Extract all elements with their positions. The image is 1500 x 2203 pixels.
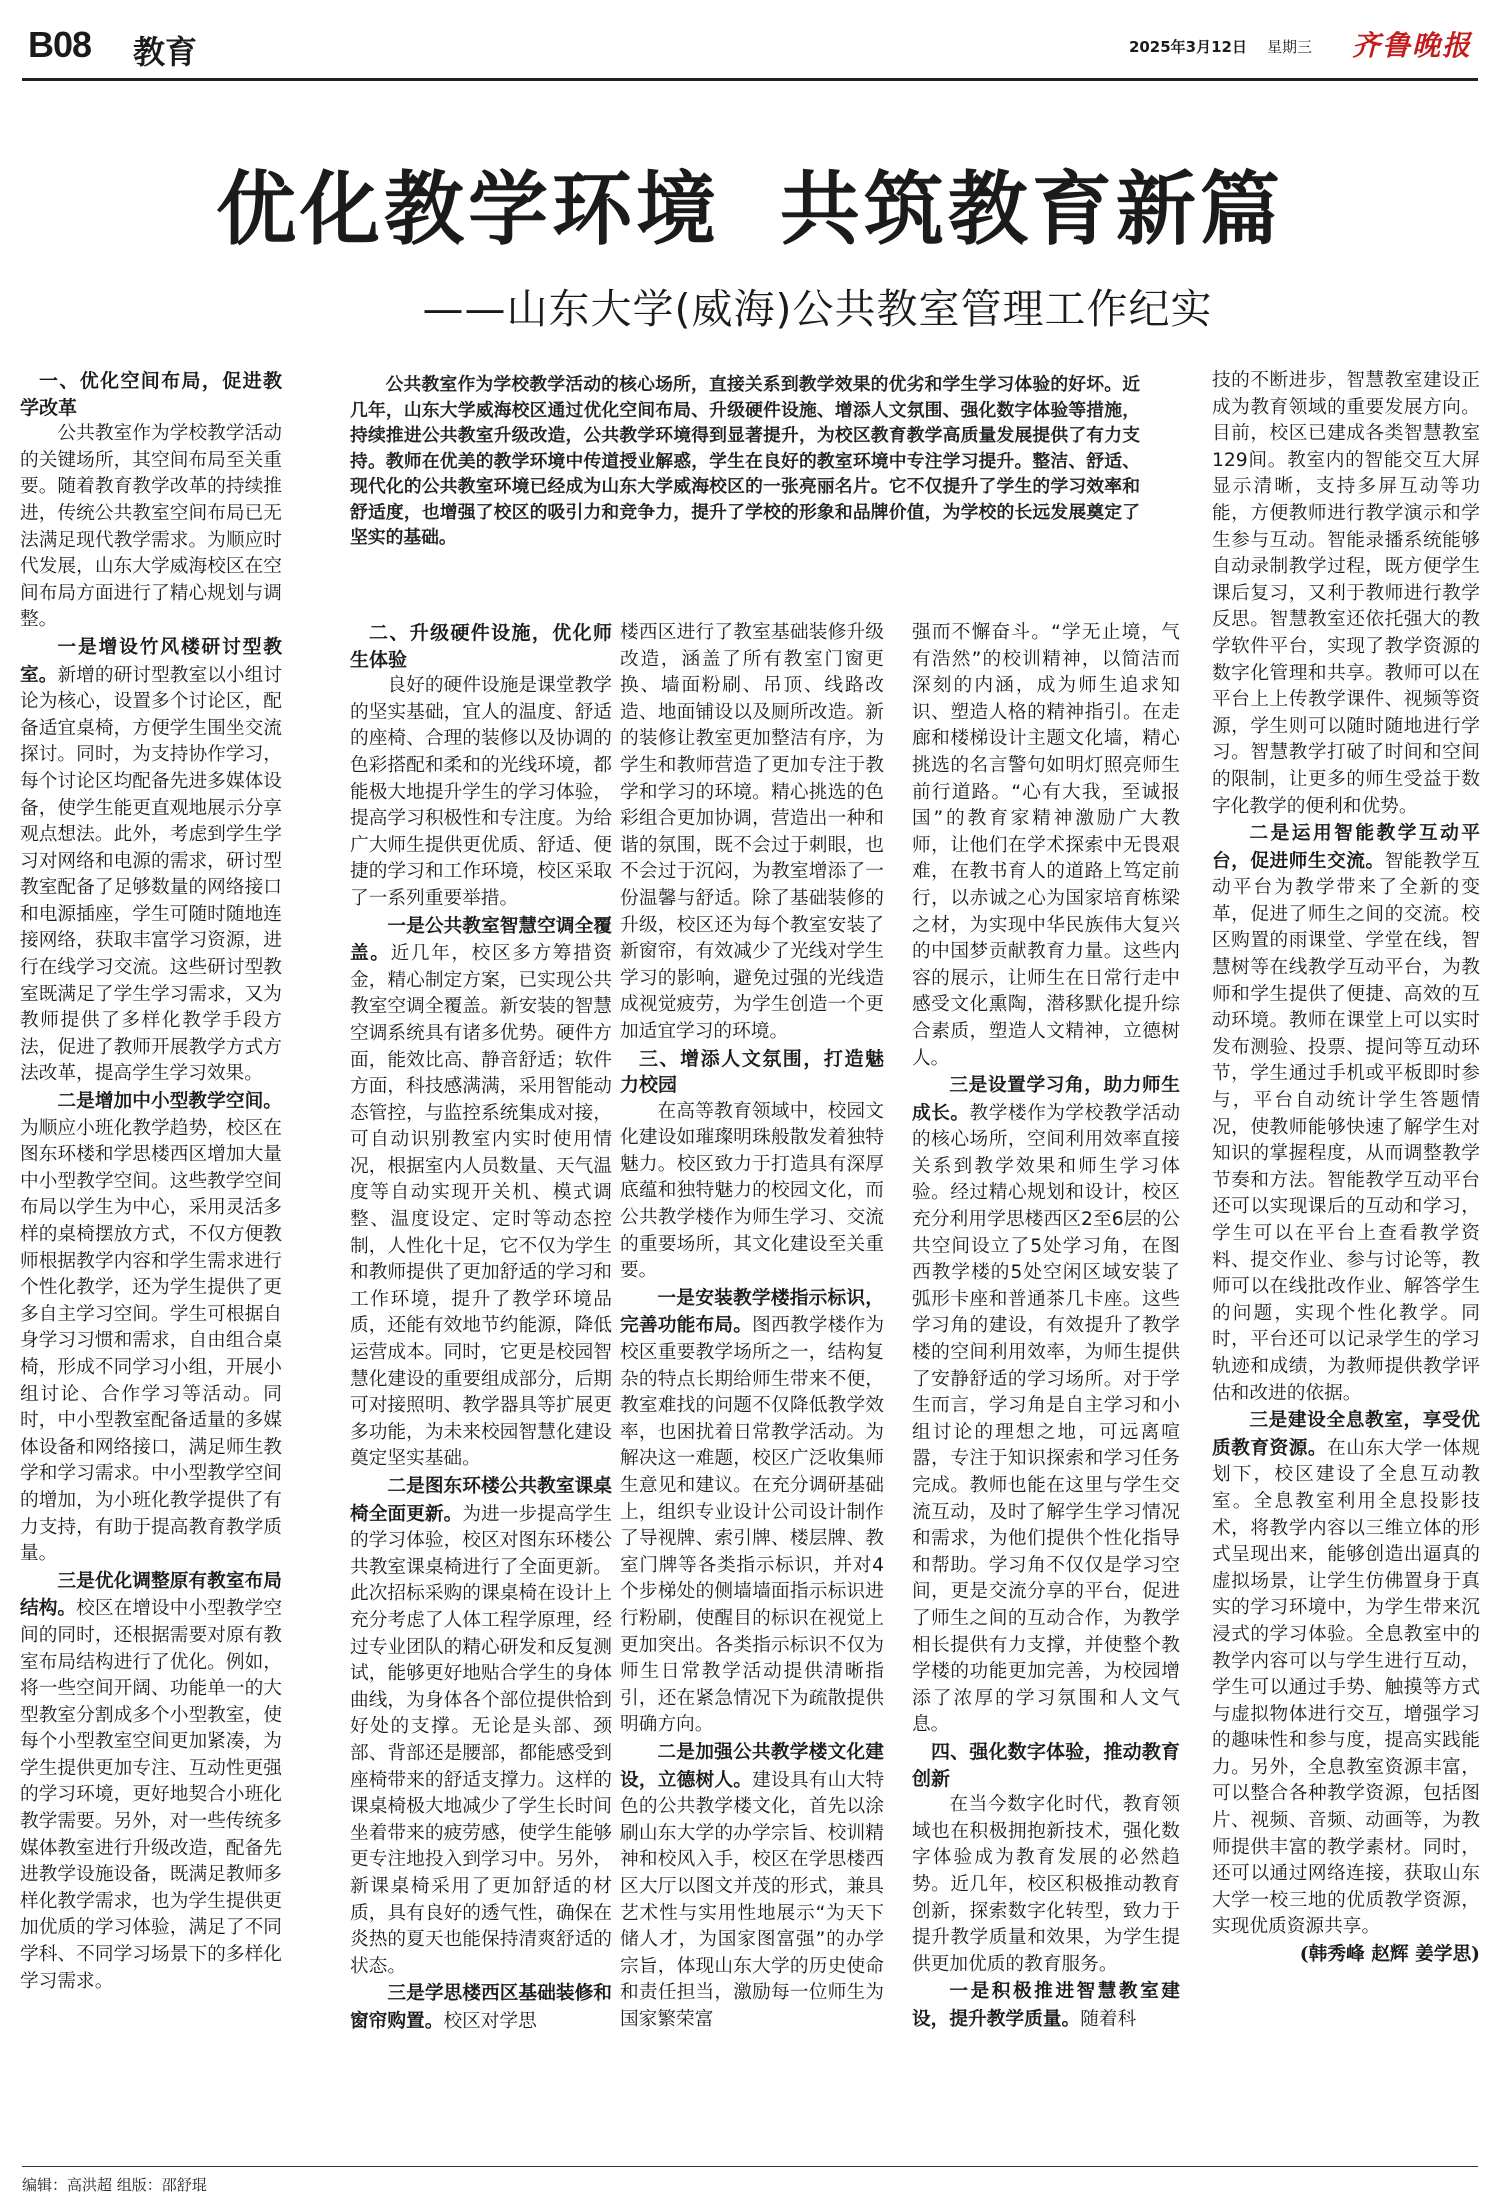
paragraph: 一是增设竹风楼研讨型教室。新增的研讨型教室以小组讨论为核心，设置多个讨论区，配备适宜桌椅，方便学生围坐交流探讨。同时，为支持协作学习，每个讨论区均配备先进多媒体设备，使学生能更直观地展示分享观点想法。此外，考虑到学生学习对网络和电源的需求，研讨型教室配备了足够数量的网络接口和电源插座，学生可随时随地连接网络，获取丰富学习资源，进行在线学习交流。这些研讨型教室既满足了学生学习需求，又为教师提供了多样化教学手段方法，促进了教师开展教学方式方法改革，提高学生学习效果。 (20, 635, 282, 1085)
issue-weekday: 星期三 (1266, 38, 1312, 56)
lead-phrase: 三是建设全息教室，享受优质教育资源。 (1212, 1409, 1480, 1459)
column-1 (20, 368, 282, 2158)
subtitle: ——山东大学(威海)公共教室管理工作纪实 (422, 285, 1213, 333)
column-2 (350, 620, 612, 2158)
column-3 (612, 620, 884, 2158)
page-number: B08 (28, 24, 92, 65)
masthead (28, 22, 1472, 74)
paragraph: 一是安装教学楼指示标识，完善功能布局。图西教学楼作为校区重要教学场所之一，结构复杂的特点长期给师生带来不便，教室难找的问题不仅降低教学效率，也困扰着日常教学活动。为解决这一难题，校区广泛收集师生意见和建议。在充分调研基础上，组织专业设计公司设计制作了导视牌、索引牌、楼层牌、教室门牌等各类指示标识，并对4个步梯处的侧墙墙面指示标识进行粉刷，使醒目的标识在视觉上更加突出。各类指示标识不仅为师生日常教学活动提供清晰指引，还在紧急情况下为疏散提供明确方向。 (620, 1286, 884, 1736)
paragraph: 技的不断进步，智慧教室建设正成为教育领域的重要发展方向。目前，校区已建成各类智慧教室129间。教室内的智能交互大屏显示清晰，支持多屏互动等功能，方便教师进行教学演示和学生参与互动。智能录播系统能够自动录制教学过程，既方便学生课后复习，又利于教师进行教学反思。智慧教室还依托强大的教学软件平台，实现了教学资源的数字化管理和共享。教师可以在平台上上传教学课件、视频等资源，学生则可以随时随地进行学习。智慧教学打破了时间和空间的限制，让更多的师生受益于数字化教学的便利和优势。 (1212, 370, 1480, 817)
section-heading-3: 三、增添人文氛围，打造魅力校园 (620, 1047, 884, 1097)
paragraph: 三是学思楼西区基础装修和窗帘购置。校区对学思 (350, 1982, 612, 2032)
lead-phrase: 二是图东环楼公共教室课桌椅全面更新。 (350, 1475, 612, 1525)
paragraph: 二是加强公共教学楼文化建设，立德树人。建设具有山大特色的公共教学楼文化，首先以涂刷山东大学的办学宗旨、校训精神和校风入手，校区在学思楼西区大厅以图文并茂的形式，兼具艺术性与实用性地展示“为天下储人才，为国家图富强”的办学宗旨，体现山东大学的历史使命和责任担当，激励每一位师生为国家繁荣富 (620, 1740, 884, 2030)
article-intro: 公共教室作为学校教学活动的核心场所，直接关系到教学效果的优劣和学生学习体验的好坏。近几年，山东大学威海校区通过优化空间布局、升级硬件设施、增添人文氛围、强化数字体验等措施，持续推进公共教室升级改造，公共教学环境得到显著提升，为校区教育教学高质量发展提供了有力支持。教师在优美的教学环境中传道授业解惑，学生在良好的教室环境中专注学习提升。整洁、舒适、现代化的公共教室环境已经成为山东大学威海校区的一张亮丽名片。它不仅提升了学生的学习效率和舒适度，也增强了校区的吸引力和竞争力，提升了学校的形象和品牌价值，为学校的长远发展奠定了坚实的基础。 (350, 374, 1140, 548)
lead-phrase: 三是优化调整原有教室布局结构。 (20, 1569, 282, 1620)
lead-phrase: 二是增加中小型教学空间。 (57, 1090, 282, 1113)
paragraph: 良好的硬件设施是课堂教学的坚实基础，宜人的温度、舒适的座椅、合理的装修以及协调的色彩搭配和柔和的光线环境，都能极大地提升学生的学习体验，提高学习积极性和专注度。为给广大师生提供更优质、舒适、便捷的学习和工作环境，校区采取了一系列重要举措。 (350, 675, 612, 909)
paragraph: 一是积极推进智慧教室建设，提升教学质量。随着科 (912, 1980, 1180, 2030)
paragraph: 一是公共教室智慧空调全覆盖。近几年，校区多方筹措资金，精心制定方案，已实现公共教室空调全覆盖。新安装的智慧空调系统具有诸多优势。硬件方面，能效比高、静音舒适；软件方面，科技感满满，采用智能动态管控，与监控系统集成对接，可自动识别教室内实时使用情况，根据室内人员数量、天气温度等自动实现开关机、模式调整、温度设定、定时等动态控制，人性化十足，它不仅为学生和教师提供了更加舒适的学习和工作环境，提升了教学环境品质，还能有效地节约能源，降低运营成本。同时，它更是校园智慧化建设的重要组成部分，后期可对接照明、教学器具等扩展更多功能，为未来校园智慧化建设奠定坚实基础。 (350, 914, 612, 1470)
column-4 (912, 620, 1180, 2158)
lead-phrase: 二是加强公共教学楼文化建设，立德树人。 (620, 1740, 884, 1791)
paragraph: 三是建设全息教室，享受优质教育资源。在山东大学一体规划下，校区建设了全息互动教室。全息教室利用全息投影技术，将教学内容以三维立体的形式呈现出来，能够创造出逼真的虚拟场景，让学生仿佛置身于真实的学习环境中，为学生带来沉浸式的学习体验。全息教室中的教学内容可以与学生进行互动，学生可以通过手势、触摸等方式与虚拟物体进行交互，增强学习的趣味性和参与度，提高实践能力。另外，全息教室资源丰富，可以整合各种教学资源，包括图片、视频、音频、动画等，为教师提供丰富的教学素材。同时，还可以通过网络连接，获取山东大学一校三地的优质教学资源，实现优质资源共享。 (1212, 1409, 1480, 1938)
paragraph: 在当今数字化时代，教育领域也在积极拥抱新技术，强化数字体验成为教育发展的必然趋势。近几年，校区积极推动教育创新，探索数字化转型，致力于提升教学质量和效果，为学生提供更加优质的教育服务。 (912, 1794, 1180, 1975)
footer-rule (22, 2166, 1478, 2167)
lead-phrase: 一是增设竹风楼研讨型教室。 (20, 635, 282, 686)
paragraph: 在高等教育领域中，校园文化建设如璀璨明珠般散发着独特魅力。校区致力于打造具有深厚底蕴和独特魅力的校园文化，而公共教学楼作为师生学习、交流的重要场所，其文化建设至关重要。 (620, 1100, 884, 1282)
section-name: 教育 (133, 33, 198, 71)
lead-phrase: 一是公共教室智慧空调全覆盖。 (350, 914, 612, 965)
paragraph: 三是优化调整原有教室布局结构。校区在增设中小型教学空间的同时，还根据需要对原有教室布局结构进行了优化。例如，将一些空间开阔、功能单一的大型教室分割成多个小型教室，使每个小型教室空间更加紧凑，为学生提供更加专注、互动性更强的学习环境，更好地契合小班化教学需要。另外，对一些传统多媒体教室进行升级改造，配备先进教学设施设备，既满足教师多样化教学需求，也为学生提供更加优质的学习体验，满足了不同学科、不同学习场景下的多样化学习需求。 (20, 1569, 282, 1992)
column-5 (1212, 368, 1480, 2158)
paragraph: 二是图东环楼公共教室课桌椅全面更新。为进一步提高学生的学习体验，校区对图东环楼公共教室课桌椅进行了全面更新。此次招标采购的课桌椅在设计上充分考虑了人体工程学原理，经过专业团队的精心研发和反复测试，能够更好地贴合学生的身体曲线，为身体各个部位提供恰到好处的支撑。无论是头部、颈部、背部还是腰部，都能感受到座椅带来的舒适支撑力。这样的课桌椅极大地减少了学生长时间坐着带来的疲劳感，使学生能够更专注地投入到学习中。另外，新课桌椅采用了更加舒适的材质，具有良好的透气性，确保在炎热的夏天也能保持清爽舒适的状态。 (350, 1475, 612, 1977)
section-heading-1: 一、优化空间布局，促进教学改革 (20, 370, 282, 419)
lead-phrase: 三是设置学习角，助力师生成长。 (912, 1074, 1180, 1124)
newspaper-logo: 齐鲁晚报 (1351, 29, 1472, 62)
lead-phrase: 二是运用智能教学互动平台，促进师生交流。 (1212, 822, 1480, 872)
masthead-rule (22, 78, 1478, 81)
editor-credit: 编辑：高洪超 组版：邵舒琨 (22, 2176, 207, 2194)
headline: 优化教学环境 共筑教育新篇 (216, 162, 1284, 256)
lead-phrase: 一是积极推进智慧教室建设，提升教学质量。 (912, 1980, 1180, 2030)
paragraph: 公共教室作为学校教学活动的关键场所，其空间布局至关重要。随着教育教学改革的持续推进，传统公共教室空间布局已无法满足现代教学需求。为顺应时代发展，山东大学威海校区在空间布局方面进行了精心规划与调整。 (20, 423, 282, 631)
author-byline: (韩秀峰 赵辉 姜学思) (1299, 1943, 1480, 1966)
paragraph: 强而不懈奋斗。“学无止境，气有浩然”的校训精神，以简洁而深刻的内涵，成为师生追求知识、塑造人格的精神指引。在走廊和楼梯设计主题文化墙，精心挑选的名言警句如明灯照亮师生前行道路。“心有大我，至诚报国”的教育家精神激励广大教师，让他们在学术探索中无畏艰难，在教书育人的道路上笃定前行，以赤诚之心为国家培育栋梁之材，为实现中华民族伟大复兴的中国梦贡献教育力量。这些内容的展示，让师生在日常行走中感受文化熏陶，潜移默化提升综合素质，塑造人文精神，立德树人。 (912, 622, 1180, 1069)
paragraph: 三是设置学习角，助力师生成长。教学楼作为学校教学活动的核心场所，空间利用效率直接关系到教学效果和师生学习体验。经过精心规划和设计，校区充分利用学思楼西区2至6层的公共空间设立了5处学习角，在图西教学楼的5处空闲区域安装了弧形卡座和普通茶几卡座。这些学习角的建设，有效提升了教学楼的空间利用效率，为师生提供了安静舒适的学习场所。对于学生而言，学习角是自主学习和小组讨论的理想之地，可远离喧嚣，专注于知识探索和学习任务完成。教师也能在这里与学生交流互动，及时了解学生学习情况和需求，为他们提供个性化指导和帮助。学习角不仅仅是学习空间，更是交流分享的平台，促进了师生之间的互动合作，为教学相长提供有力支撑，并使整个教学楼的功能更加完善，为校园增添了浓厚的学习氛围和人文气息。 (912, 1074, 1180, 1736)
lead-phrase: 三是学思楼西区基础装修和窗帘购置。 (350, 1982, 612, 2032)
section-heading-2: 二、升级硬件设施，优化师生体验 (350, 622, 612, 671)
paragraph: 楼西区进行了教室基础装修升级改造，涵盖了所有教室门窗更换、墙面粉刷、吊顶、线路改造、地面铺设以及厕所改造。新的装修让教室更加整洁有序，为学生和教师营造了更加专注于教学和学习的环境。精心挑选的色彩组合更加协调，营造出一种和谐的氛围，既不会过于刺眼，也不会过于沉闷，为教室增添了一份温馨与舒适。除了基础装修的升级，校区还为每个教室安装了新窗帘，有效减少了光线对学生学习的影响，避免过强的光线造成视觉疲劳，为学生创造一个更加适宜学习的环境。 (620, 622, 884, 1042)
paragraph: 二是运用智能教学互动平台，促进师生交流。智能教学互动平台为教学带来了全新的变革，促进了师生之间的交流。校区购置的雨课堂、学堂在线，智慧树等在线教学互动平台，为教师和学生提供了便捷、高效的互动环境。教师在课堂上可以实时发布测验、投票、提问等互动环节，学生通过手机或平板即时参与，平台自动统计学生答题情况，使教师能够快速了解学生对知识的掌握程度，从而调整教学节奏和方法。智能教学互动平台还可以实现课后的互动和学习，学生可以在平台上查看教学资料、提交作业、参与讨论等，教师可以在线批改作业、解答学生的问题，实现个性化教学。同时，平台还可以记录学生的学习轨迹和成绩，为教师提供教学评估和改进的依据。 (1212, 822, 1480, 1404)
lead-phrase: 一是安装教学楼指示标识，完善功能布局。 (620, 1286, 884, 1337)
section-heading-4: 四、强化数字体验，推动教育创新 (912, 1740, 1180, 1790)
issue-date: 2025年3月12日 (1128, 38, 1247, 56)
paragraph: 二是增加中小型教学空间。为顺应小班化教学趋势，校区在图东环楼和学思楼西区增加大量中小型教学空间。这些教学空间布局以学生为中心，采用灵活多样的桌椅摆放方式，不仅方便教师根据教学内容和学生需求进行个性化教学，还为学生提供了更多自主学习空间。学生可根据自身学习习惯和需求，自由组合桌椅，形成不同学习小组，开展小组讨论、合作学习等活动。同时，中小型教室配备适量的多媒体设备和网络接口，满足师生教学和学习需求。中小型教学空间的增加，为小班化教学提供了有力支持，有助于提高教育教学质量。 (20, 1090, 282, 1565)
